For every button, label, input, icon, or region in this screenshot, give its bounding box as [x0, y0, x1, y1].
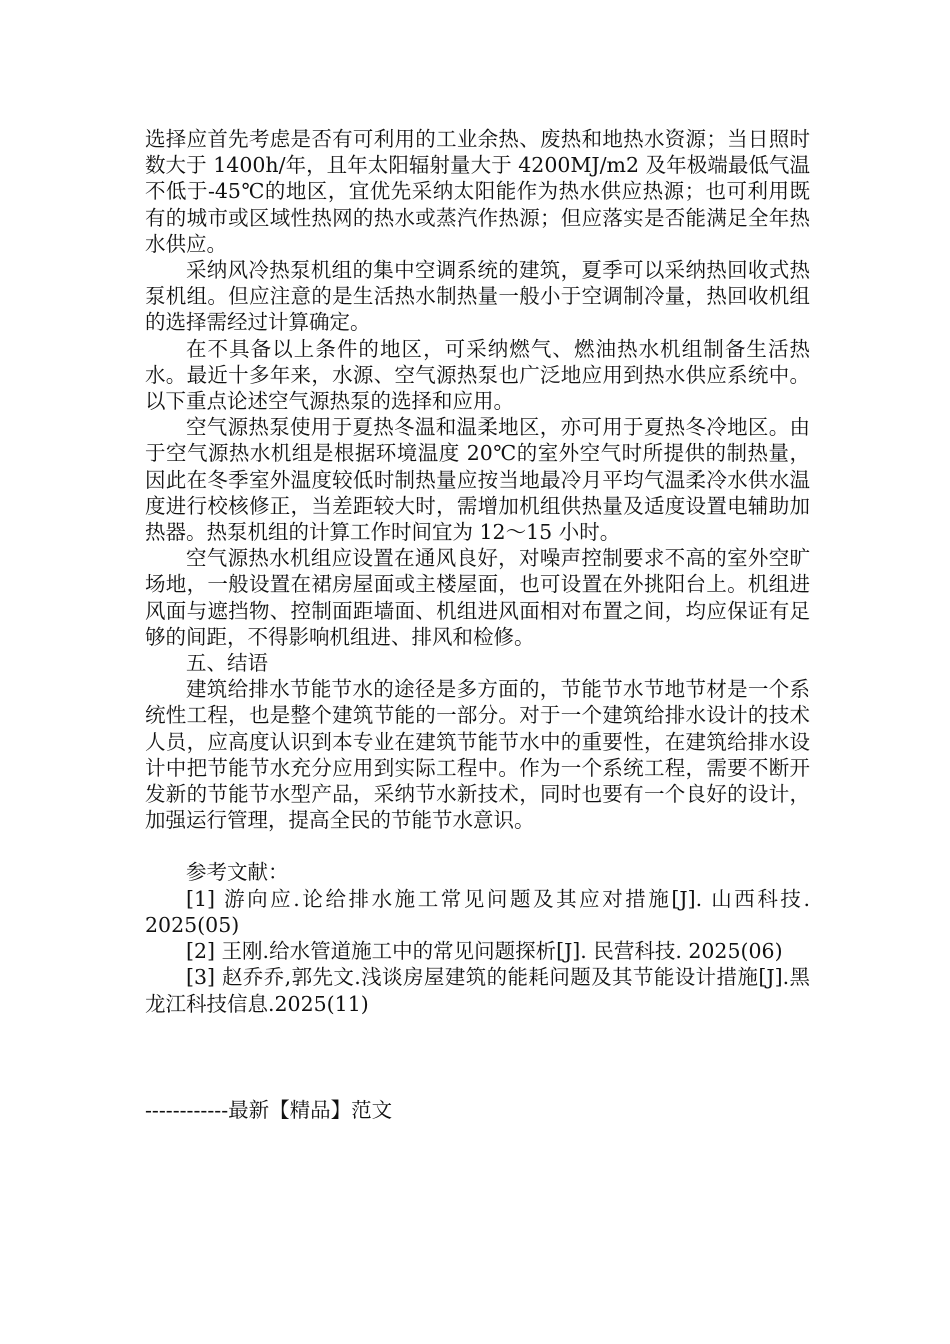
document-body: [145, 126, 810, 1017]
reference-item: [2] 王刚.给水管道施工中的常见问题探析[J]. 民营科技. 2025(06): [186, 939, 783, 964]
paragraph-conclusion: 建筑给排水节能节水的途径是多方面的，节能节水节地节材是一个系统性工程，也是整个建筑节能的一部分。对于一个建筑给排水设计的技术人员，应高度认识到本专业在建筑节能节水中的重要性，在建筑给排水设计中把节能节水充分应用到实际工程中。作为一个系统工程，需要不断开发新的节能节水型产品，采纳节水新技术，同时也要有一个良好的设计，加强运行管理，提高全民的节能节水意识。: [145, 677, 810, 833]
spacer: [145, 833, 810, 859]
reference-item: [3] 赵乔乔,郭先文.浅谈房屋建筑的能耗问题及其节能设计措施[J].黑龙江科技信息.2025(11): [145, 965, 810, 1016]
paragraph-air-source-placement: 空气源热水机组应设置在通风良好，对噪声控制要求不高的室外空旷场地，一般设置在裙房屋面或主楼屋面，也可设置在外挑阳台上。机组进风面与遮挡物、控制面距墙面、机组进风面相对布置之间，均应保证有足够的间距，不得影响机组进、排风和检修。: [145, 546, 810, 649]
paragraph-gas-boiler: 在不具备以上条件的地区，可采纳燃气、燃油热水机组制备生活热水。最近十多年来，水源、空气源热泵也广泛地应用到热水供应系统中。以下重点论述空气源热泵的选择和应用。: [145, 336, 810, 414]
paragraph-air-source-climate: 空气源热泵使用于夏热冬温和温柔地区，亦可用于夏热冬冷地区。由于空气源热水机组是根据环境温度 20℃的室外空气时所提供的制热量，因此在冬季室外温度较低时制热量应按当地最冷月平均气温柔冷水供水温度进行校核修正，当差距较大时，需增加机组供热量及适度设置电辅助加热器。热泵机组的计算工作时间宜为 12～15 小时。: [145, 415, 810, 545]
footer-text: ------------最新【精品】范文: [145, 1098, 393, 1122]
paragraph-heat-recovery: 采纳风冷热泵机组的集中空调系统的建筑，夏季可以采纳热回收式热泵机组。但应注意的是生活热水制热量一般小于空调制冷量，热回收机组的选择需经过计算确定。: [145, 258, 810, 335]
section-heading: 五、结语: [186, 651, 268, 676]
references-title: 参考文献：: [186, 860, 289, 885]
reference-item: [1] 游向应.论给排水施工常见问题及其应对措施[J]. 山西科技. 2025(05): [145, 886, 810, 937]
paragraph-heat-source: 选择应首先考虑是否有可利用的工业余热、废热和地热水资源；当日照时数大于 1400h/年，且年太阳辐射量大于 4200MJ/m2 及年极端最低气温不低于-45℃的地区，宜优先采纳太阳能作为热水供应热源；也可利用既有的城市或区域性热网的热水或蒸汽作热源；但应落实是否能满足全年热水供应。: [145, 127, 810, 256]
